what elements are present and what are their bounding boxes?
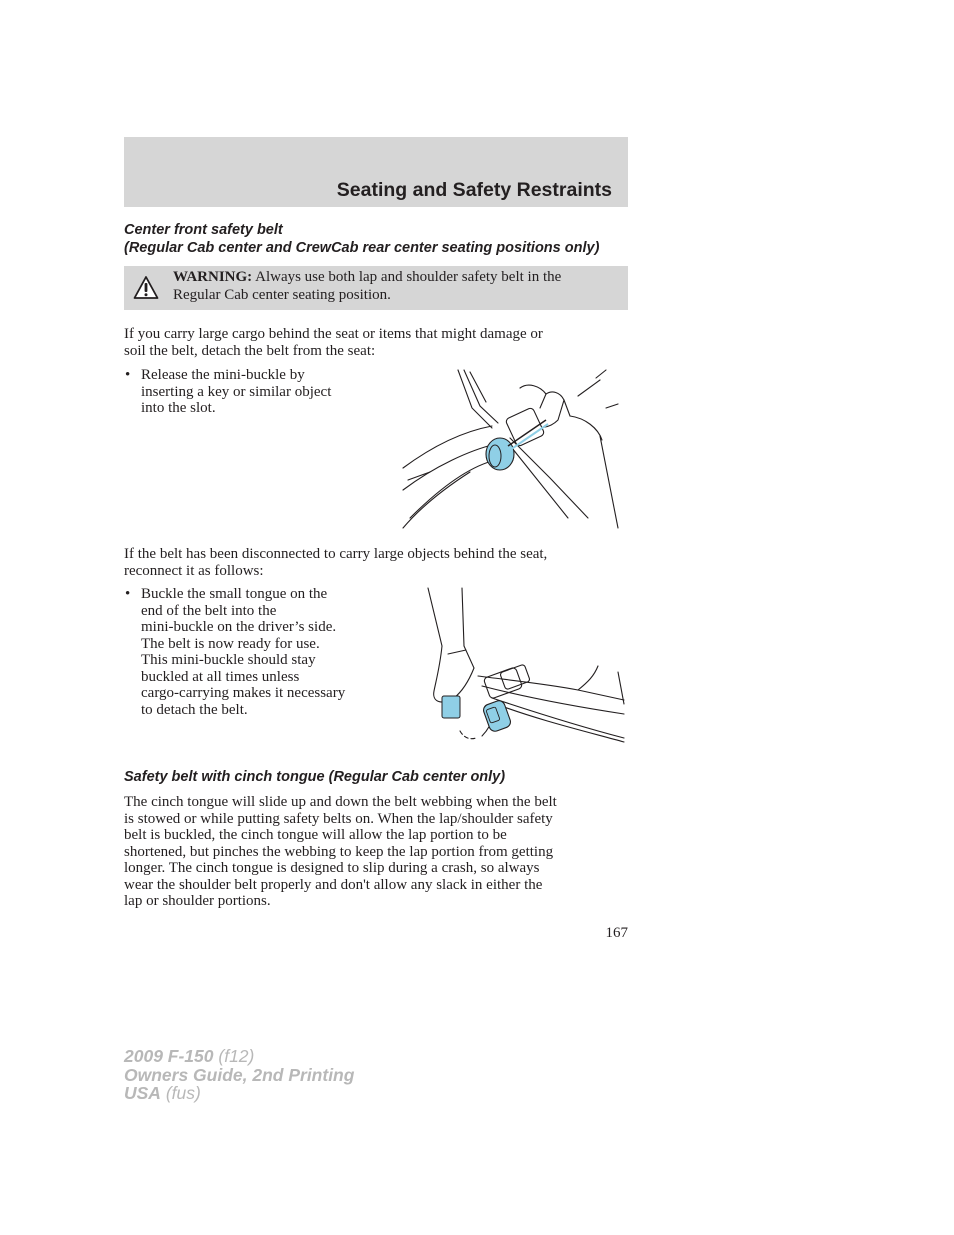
warning-label: WARNING: <box>173 269 253 285</box>
section-subtitle-center-belt: (Regular Cab center and CrewCab rear center seating positions only) <box>124 240 600 256</box>
bullet-line: buckled at all times unless <box>141 668 300 685</box>
bullet-line: This mini-buckle should stay <box>141 652 316 668</box>
bullet-line: Release the mini-buckle by <box>141 367 305 383</box>
cinch-line: shortened, but pinches the webbing to keep the lap portion from getting <box>124 843 554 860</box>
bullet-line: inserting a key or similar object <box>141 383 332 400</box>
bullet-line: to detach the belt. <box>141 701 248 718</box>
intro-line1: If you carry large cargo behind the seat or items that might damage or <box>124 326 543 342</box>
bullet-marker: • <box>125 586 131 602</box>
cinch-line: wear the shoulder belt properly and don't allow any slack in either the <box>124 876 543 893</box>
bullet-marker: • <box>125 367 131 383</box>
section-title-cinch-tongue: Safety belt with cinch tongue (Regular Cab center only) <box>124 769 506 785</box>
footer-model-code: (f12) <box>213 1046 255 1066</box>
reconnect-line2: reconnect it as follows: <box>124 562 264 579</box>
footer-model: 2009 F-150 <box>124 1046 214 1066</box>
intro-paragraph <box>124 326 628 359</box>
reconnect-paragraph <box>124 546 628 579</box>
footer-edition <box>124 1047 354 1103</box>
warning-text-line1: Always use both lap and shoulder safety belt in the <box>255 269 562 285</box>
bullet-line: end of the belt into the <box>141 602 277 619</box>
cinch-line: is stowed or while putting safety belts on. When the lap/shoulder safety <box>124 810 553 827</box>
cinch-line: belt is buckled, the cinch tongue will allow the lap portion to be <box>124 827 507 843</box>
warning-box <box>124 266 628 310</box>
warning-text-line2: Regular Cab center seating position. <box>173 286 391 303</box>
header-band <box>124 137 628 207</box>
illustration-release-mini-buckle <box>400 368 620 530</box>
illustration-buckle-mini-tongue <box>418 586 628 746</box>
bullet-line: cargo-carrying makes it necessary <box>141 685 346 701</box>
warning-text <box>173 269 618 304</box>
footer-guide: Owners Guide, 2nd Printing <box>124 1064 355 1085</box>
bullet-line: into the slot. <box>141 400 216 416</box>
intro-line2: soil the belt, detach the belt from the seat: <box>124 342 376 359</box>
reconnect-line1: If the belt has been disconnected to carry large objects behind the seat, <box>124 546 548 562</box>
bullet-buckle-tongue <box>124 586 394 721</box>
warning-triangle-icon <box>133 275 159 300</box>
bullet-line: The belt is now ready for use. <box>141 635 320 652</box>
section-title-center-belt: Center front safety belt <box>124 222 283 238</box>
bullet-line: mini-buckle on the driver’s side. <box>141 619 337 635</box>
bullet-line: Buckle the small tongue on the <box>141 586 328 602</box>
bullet-text <box>141 586 345 718</box>
footer-region: USA <box>124 1083 161 1103</box>
cinch-line: lap or shoulder portions. <box>124 893 271 909</box>
bullet-text <box>141 367 331 417</box>
cinch-line: longer. The cinch tongue is designed to slip during a crash, so always <box>124 860 540 876</box>
bullet-release-buckle <box>124 367 384 419</box>
page-number: 167 <box>605 925 628 941</box>
footer-region-code: (fus) <box>160 1083 201 1103</box>
cinch-line: The cinch tongue will slide up and down the belt webbing when the belt <box>124 794 557 810</box>
cinch-paragraph <box>124 794 628 910</box>
page-header-title: Seating and Safety Restraints <box>336 179 612 201</box>
